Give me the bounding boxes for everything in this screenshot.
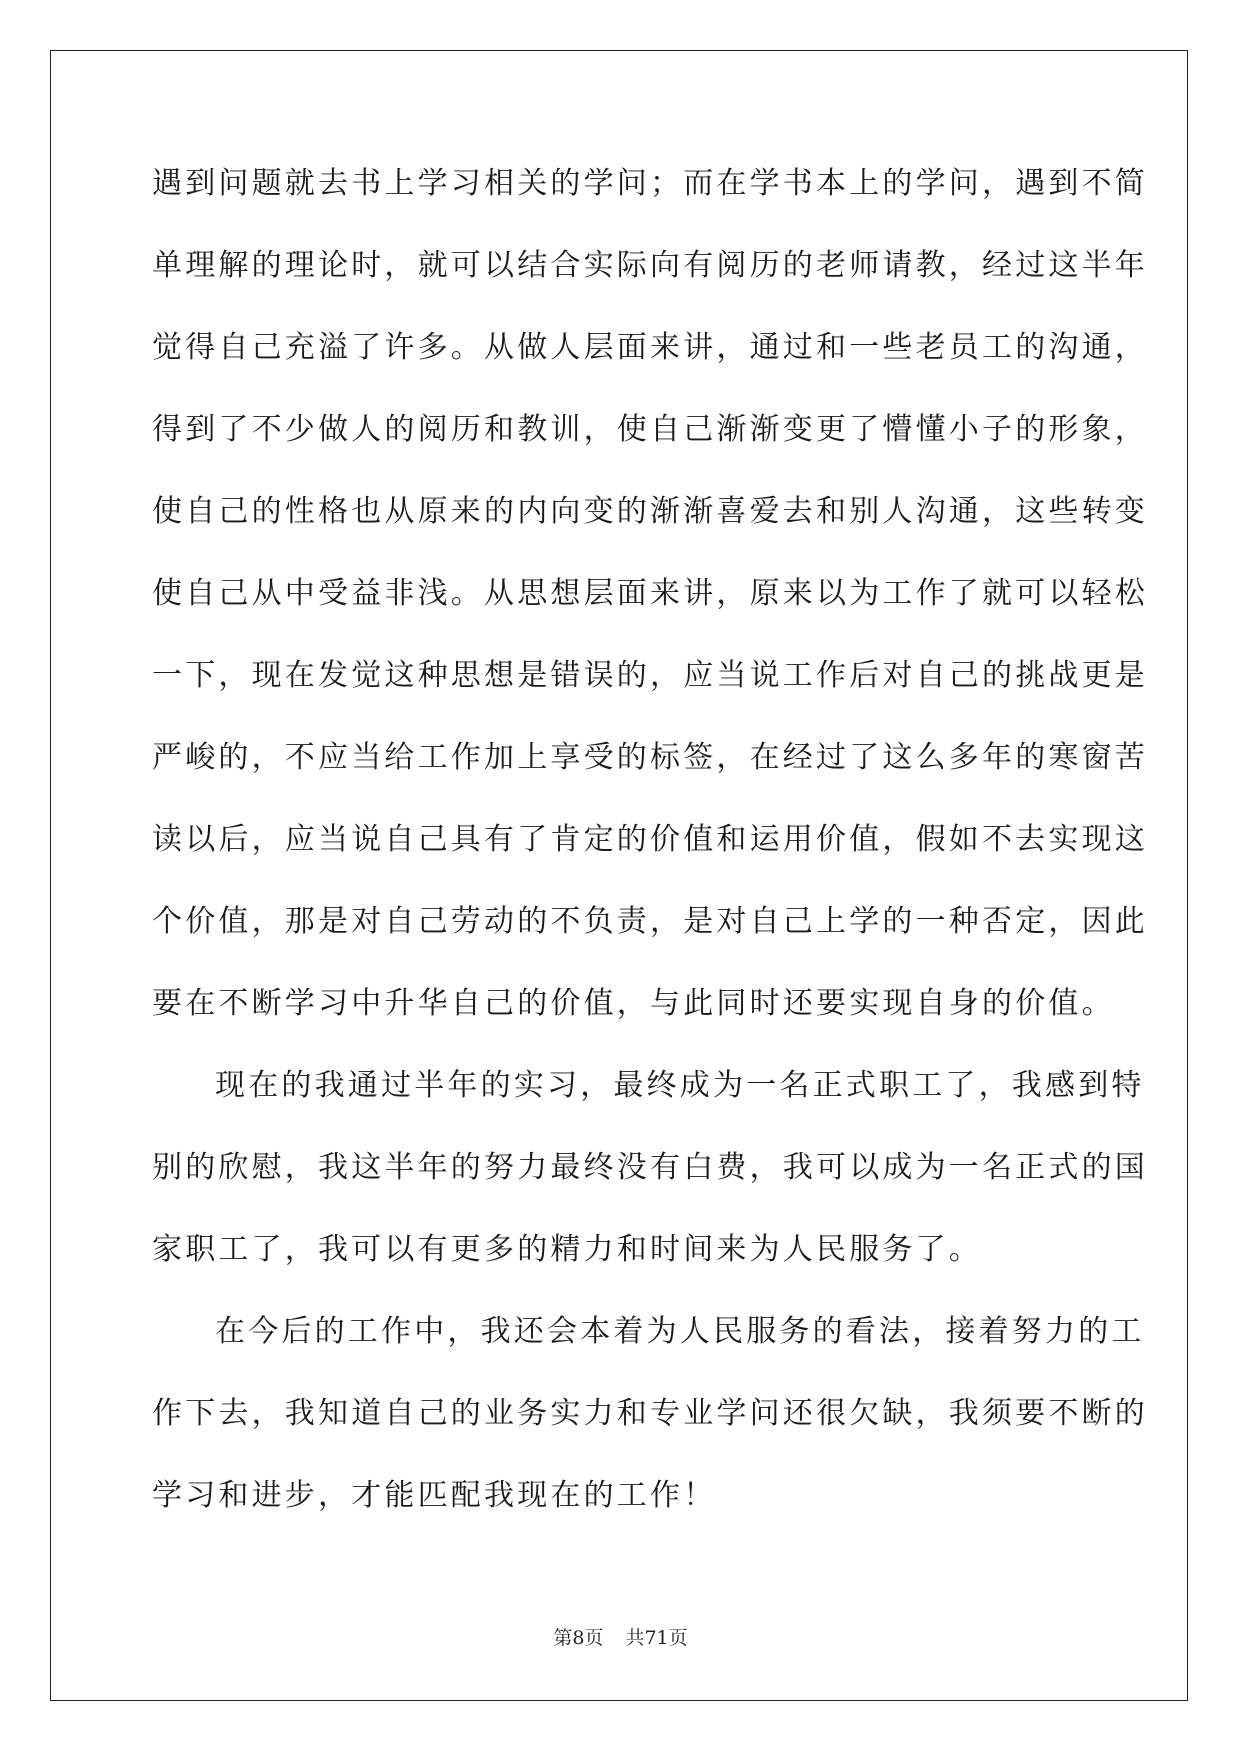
text-line: 要在不断学习中升华自己的价值，与此同时还要实现自身的价值。 bbox=[152, 986, 1115, 1021]
text-line: 别的欣慰，我这半年的努力最终没有白费，我可以成为一名正式的国 bbox=[152, 1150, 1148, 1185]
text-line: 觉得自己充溢了许多。从做人层面来讲，通过和一些老员工的沟通， bbox=[152, 330, 1148, 365]
text-line: 使自己从中受益非浅。从思想层面来讲，原来以为工作了就可以轻松 bbox=[152, 576, 1148, 611]
document-body bbox=[152, 160, 1148, 1554]
page-footer bbox=[0, 1623, 1241, 1650]
text-line: 现在的我通过半年的实习，最终成为一名正式职工了，我感到特 bbox=[215, 1068, 1145, 1103]
text-line: 遇到问题就去书上学习相关的学问；而在学书本上的学问，遇到不简 bbox=[152, 166, 1148, 201]
text-line: 读以后，应当说自己具有了肯定的价值和运用价值，假如不去实现这 bbox=[152, 822, 1148, 857]
text-line: 个价值，那是对自己劳动的不负责，是对自己上学的一种否定，因此 bbox=[152, 904, 1148, 939]
text-line: 作下去，我知道自己的业务实力和专业学问还很欠缺，我须要不断的 bbox=[152, 1396, 1148, 1431]
text-line: 一下，现在发觉这种思想是错误的，应当说工作后对自己的挑战更是 bbox=[152, 658, 1148, 693]
text-line: 单理解的理论时，就可以结合实际向有阅历的老师请教，经过这半年 bbox=[152, 248, 1148, 283]
text-line: 使自己的性格也从原来的内向变的渐渐喜爱去和别人沟通，这些转变 bbox=[152, 494, 1148, 529]
page-number: 第8页 bbox=[553, 1627, 604, 1649]
text-line: 得到了不少做人的阅历和教训，使自己渐渐变更了懵懂小子的形象， bbox=[152, 412, 1148, 447]
text-line: 严峻的，不应当给工作加上享受的标签，在经过了这么多年的寒窗苦 bbox=[152, 740, 1148, 775]
text-line: 学习和进步，才能匹配我现在的工作！ bbox=[152, 1478, 717, 1513]
page-total: 共71页 bbox=[625, 1627, 688, 1649]
text-line: 在今后的工作中，我还会本着为人民服务的看法，接着努力的工 bbox=[215, 1314, 1145, 1349]
text-line: 家职工了，我可以有更多的精力和时间来为人民服务了。 bbox=[152, 1232, 982, 1267]
